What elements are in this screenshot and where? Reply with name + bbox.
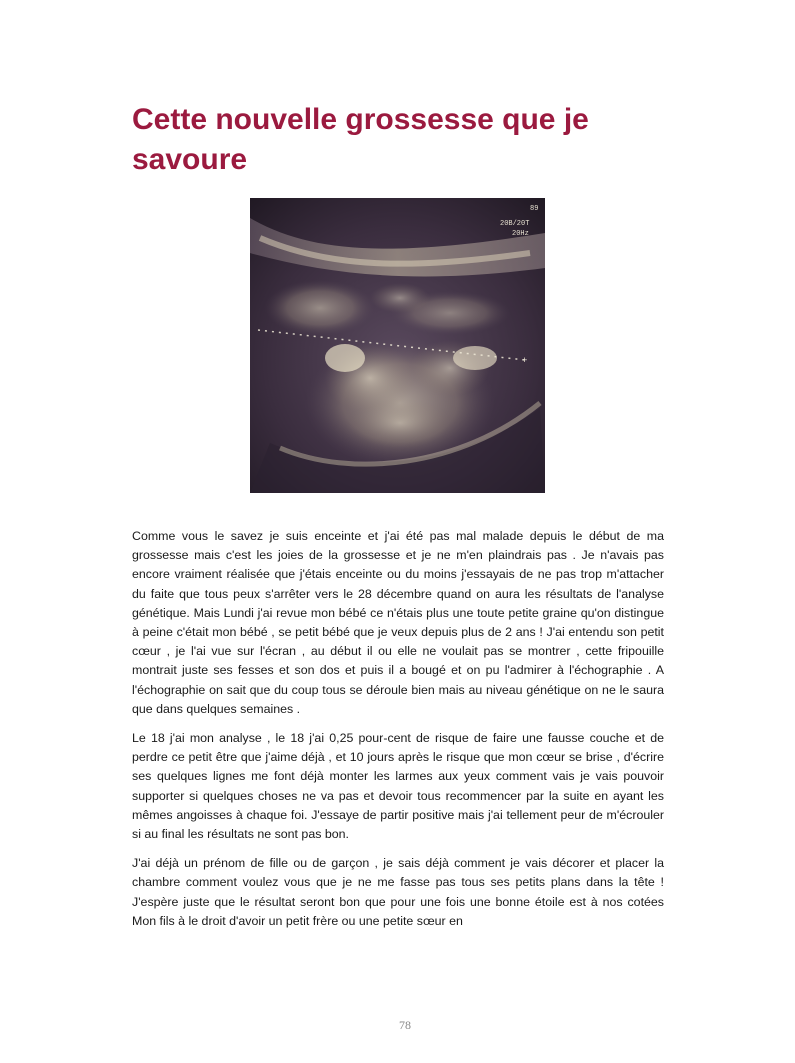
ultrasound-photo xyxy=(250,198,545,493)
page-number: 78 xyxy=(399,1018,411,1032)
ultrasound-label-2: 20B/20T xyxy=(500,220,530,228)
svg-text:+: + xyxy=(522,355,528,365)
ultrasound-label-1: 89 xyxy=(530,205,539,213)
ultrasound-label-3: 20Hz xyxy=(512,230,529,238)
paragraph-1: Comme vous le savez je suis enceinte et j'ai été pas mal malade depuis le début de ma grossesse mais c'est les joies de la grossesse et je ne m'en plaindrais pas . Je n'avais pas encore vraiment réalisée que j'étais enceinte ou du moins j'essayais de ne pas trop m'attacher du faite que tous peux s'arrêter vers le 28 décembre quand on aura les résultats de l'analyse génétique. Mais Lundi j'ai revue mon bébé ce n'étais plus une toute petite graine qu'on distingue à peine c'était mon bébé , se petit bébé que je veux depuis plus de 2 ans ! J'ai entendu son petit cœur , je l'ai vue sur l'écran , au début il ou elle ne voulait pas se montrer , cette fripouille montrait juste ses fesses et son dos et puis il a bougé et on pu l'admirer à l'échographie . A l'échographie on sait que du coup tous se déroule bien mais au niveau génétique on ne le saura que dans quelques semaines . xyxy=(132,529,664,716)
paragraph-2: Le 18 j'ai mon analyse , le 18 j'ai 0,25 pour-cent de risque de faire une fausse couche et de perdre ce petit être que j'aime déjà , et 10 jours après le risque que mon cœur se brise , d'écrire ses quelques lignes me font déjà monter les larmes aux yeux comment vais je vais pouvoir supporter si quelques choses ne va pas et devoir tous recommencer par la suite en ayant les mêmes angoisses à chaque foi. J'essaye de partir positive mais j'ai tellement peur de m'écrouler si au final les résultats ne sont pas bon. xyxy=(132,731,664,842)
paragraph-3: J'ai déjà un prénom de fille ou de garçon , je sais déjà comment je vais décorer et placer la chambre comment voulez vous que je ne me fasse pas tous ses petits plans dans la tête ! J'espère juste que le résultat seront bon que pour une fois une bonne étoile est à nos cotées Mon fils à le droit d'avoir un petit frère ou une petite sœur en xyxy=(132,856,664,928)
page-title: Cette nouvelle grossesse que je savoure xyxy=(132,103,589,176)
article-body xyxy=(132,527,664,941)
